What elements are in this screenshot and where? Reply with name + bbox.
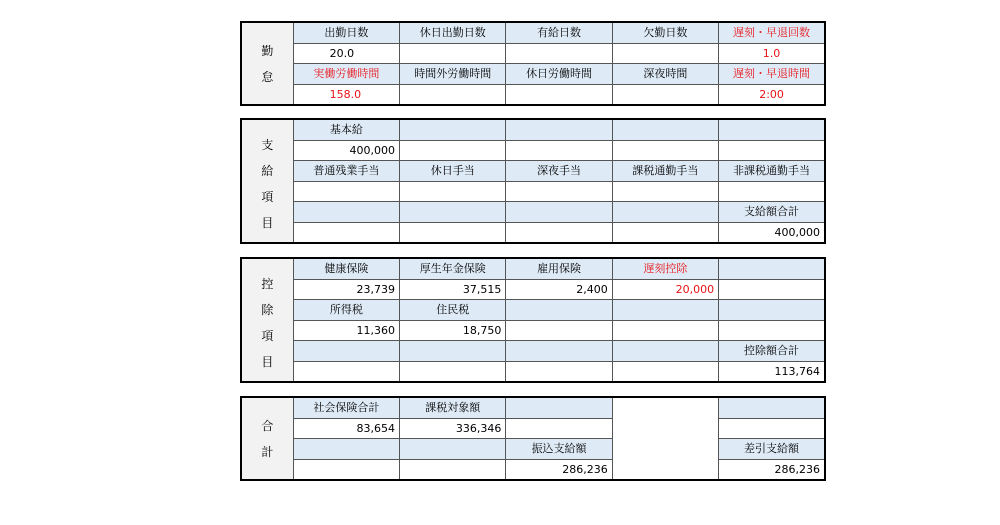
header-holiday-workdays: 休日出勤日数 <box>400 22 506 43</box>
header-actual-work-hours: 実働労働時間 <box>293 64 399 85</box>
value-health-insurance: 23,739 <box>293 279 399 300</box>
side-char: 給 <box>261 164 274 178</box>
value-overtime-hours <box>400 84 506 105</box>
empty-cell <box>719 320 825 341</box>
value-paid-leave-days <box>506 43 612 64</box>
empty-header <box>400 341 506 362</box>
header-income-tax: 所得税 <box>293 300 399 321</box>
empty-cell <box>612 181 718 202</box>
value-transfer-amount: 286,236 <box>506 459 612 480</box>
empty-cell <box>719 418 825 439</box>
empty-header <box>612 202 718 223</box>
empty-cell <box>719 279 825 300</box>
header-base-salary: 基本給 <box>293 119 399 140</box>
deduction-table <box>240 257 826 383</box>
empty-cell <box>612 140 718 161</box>
value-pension-insurance: 37,515 <box>400 279 506 300</box>
header-pension-insurance: 厚生年金保険 <box>400 258 506 279</box>
value-base-salary: 400,000 <box>293 140 399 161</box>
empty-cell <box>506 361 612 382</box>
blank-cell <box>612 459 718 480</box>
header-late-deduction: 遅刻控除 <box>612 258 718 279</box>
empty-header <box>612 119 718 140</box>
blank-cell <box>612 418 718 439</box>
header-late-early-count: 遅刻・早退回数 <box>719 22 825 43</box>
header-night-allowance: 深夜手当 <box>506 161 612 182</box>
header-late-early-hours: 遅刻・早退時間 <box>719 64 825 85</box>
empty-cell <box>293 459 399 480</box>
empty-cell <box>612 320 718 341</box>
empty-cell <box>293 222 399 243</box>
side-char: 勤 <box>261 44 274 58</box>
empty-cell <box>400 140 506 161</box>
value-income-tax: 11,360 <box>293 320 399 341</box>
value-deduction-total: 113,764 <box>719 361 825 382</box>
side-char: 怠 <box>261 70 274 84</box>
empty-cell <box>612 361 718 382</box>
value-absence-days <box>612 43 718 64</box>
empty-header <box>293 439 399 460</box>
header-night-hours: 深夜時間 <box>612 64 718 85</box>
value-social-insurance-total: 83,654 <box>293 418 399 439</box>
side-char: 計 <box>261 445 274 459</box>
header-social-insurance-total: 社会保険合計 <box>293 397 399 418</box>
empty-cell <box>400 181 506 202</box>
header-net-pay: 差引支給額 <box>719 439 825 460</box>
deduction-side-label <box>241 258 293 382</box>
side-char: 目 <box>261 216 274 230</box>
blank-cell <box>612 397 718 418</box>
empty-cell <box>400 459 506 480</box>
empty-header <box>506 397 612 418</box>
attendance-table <box>240 21 826 106</box>
empty-cell <box>506 181 612 202</box>
side-char: 項 <box>261 329 274 343</box>
header-taxable-amount: 課税対象額 <box>400 397 506 418</box>
value-employment-insurance: 2,400 <box>506 279 612 300</box>
empty-header <box>506 119 612 140</box>
header-transfer-amount: 振込支給額 <box>506 439 612 460</box>
empty-cell <box>293 181 399 202</box>
value-payment-total: 400,000 <box>719 222 825 243</box>
side-char: 目 <box>261 355 274 369</box>
empty-cell <box>400 222 506 243</box>
blank-cell <box>612 439 718 460</box>
side-char: 控 <box>261 277 274 291</box>
value-net-pay: 286,236 <box>719 459 825 480</box>
header-holiday-allowance: 休日手当 <box>400 161 506 182</box>
summary-side-label <box>241 397 293 480</box>
value-holiday-workdays <box>400 43 506 64</box>
empty-header <box>293 202 399 223</box>
payment-table <box>240 118 826 244</box>
empty-cell <box>293 361 399 382</box>
empty-cell <box>506 418 612 439</box>
empty-cell <box>612 222 718 243</box>
empty-header <box>612 300 718 321</box>
header-holiday-work-hours: 休日労働時間 <box>506 64 612 85</box>
empty-header <box>293 341 399 362</box>
value-night-hours <box>612 84 718 105</box>
header-taxable-commute: 課税通勤手当 <box>612 161 718 182</box>
empty-cell <box>719 181 825 202</box>
empty-header <box>719 119 825 140</box>
empty-cell <box>506 222 612 243</box>
empty-cell <box>506 320 612 341</box>
header-deduction-total: 控除額合計 <box>719 341 825 362</box>
empty-header <box>719 397 825 418</box>
summary-table <box>240 396 826 481</box>
side-char: 項 <box>261 190 274 204</box>
attendance-side-label <box>241 22 293 105</box>
side-char: 合 <box>261 419 274 433</box>
empty-header <box>506 202 612 223</box>
header-resident-tax: 住民税 <box>400 300 506 321</box>
value-workdays: 20.0 <box>293 43 399 64</box>
empty-header <box>400 439 506 460</box>
header-health-insurance: 健康保険 <box>293 258 399 279</box>
value-resident-tax: 18,750 <box>400 320 506 341</box>
value-late-early-count: 1.0 <box>719 43 825 64</box>
empty-cell <box>400 361 506 382</box>
value-holiday-work-hours <box>506 84 612 105</box>
empty-header <box>612 341 718 362</box>
empty-header <box>719 300 825 321</box>
value-late-deduction: 20,000 <box>612 279 718 300</box>
header-overtime-hours: 時間外労働時間 <box>400 64 506 85</box>
empty-header <box>400 202 506 223</box>
value-taxable-amount: 336,346 <box>400 418 506 439</box>
value-late-early-hours: 2:00 <box>719 84 825 105</box>
empty-cell <box>506 140 612 161</box>
header-payment-total: 支給額合計 <box>719 202 825 223</box>
empty-cell <box>719 140 825 161</box>
side-char: 支 <box>261 138 274 152</box>
header-absence-days: 欠勤日数 <box>612 22 718 43</box>
payment-side-label <box>241 119 293 243</box>
header-paid-leave-days: 有給日数 <box>506 22 612 43</box>
empty-header <box>506 341 612 362</box>
header-workdays: 出勤日数 <box>293 22 399 43</box>
side-char: 除 <box>261 303 274 317</box>
value-actual-work-hours: 158.0 <box>293 84 399 105</box>
header-employment-insurance: 雇用保険 <box>506 258 612 279</box>
empty-header <box>719 258 825 279</box>
header-nontaxable-commute: 非課税通勤手当 <box>719 161 825 182</box>
empty-header <box>506 300 612 321</box>
header-overtime-allowance: 普通残業手当 <box>293 161 399 182</box>
empty-header <box>400 119 506 140</box>
